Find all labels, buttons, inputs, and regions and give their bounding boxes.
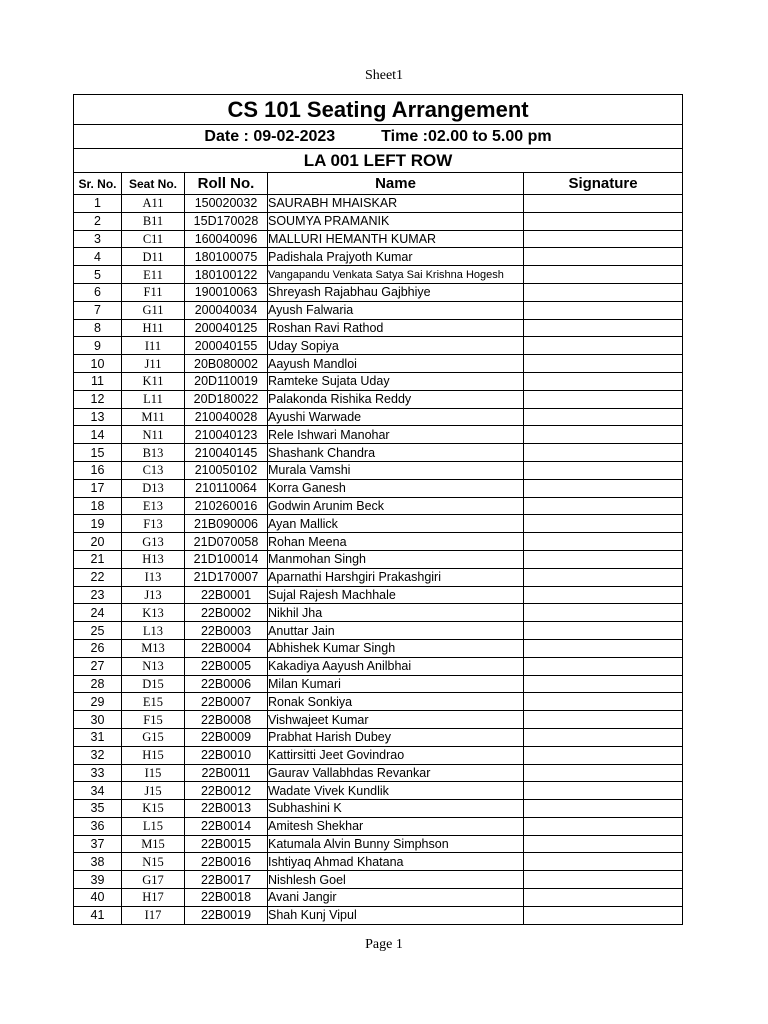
sr-no-cell: 13 <box>74 408 122 426</box>
seat-no-cell: E11 <box>122 266 185 284</box>
seat-no-cell: N15 <box>122 853 185 871</box>
signature-cell <box>524 835 683 853</box>
sr-no-cell: 30 <box>74 711 122 729</box>
signature-cell <box>524 622 683 640</box>
seat-no-cell: E15 <box>122 693 185 711</box>
roll-no-cell: 22B0002 <box>185 604 268 622</box>
signature-cell <box>524 230 683 248</box>
page-number: Page 1 <box>365 937 403 952</box>
signature-cell <box>524 764 683 782</box>
name-cell: Katumala Alvin Bunny Simphson <box>268 835 524 853</box>
seat-no-cell: G11 <box>122 301 185 319</box>
roll-no-cell: 22B0001 <box>185 586 268 604</box>
name-cell: Shashank Chandra <box>268 444 524 462</box>
sr-no-cell: 8 <box>74 319 122 337</box>
seat-no-cell: A11 <box>122 195 185 213</box>
seat-no-cell: L13 <box>122 622 185 640</box>
table-row <box>74 871 683 889</box>
sr-no-cell: 25 <box>74 622 122 640</box>
roll-no-cell: 210050102 <box>185 461 268 479</box>
table-row <box>74 248 683 266</box>
signature-cell <box>524 871 683 889</box>
sr-no-cell: 14 <box>74 426 122 444</box>
seat-no-cell: D11 <box>122 248 185 266</box>
name-cell: Anuttar Jain <box>268 622 524 640</box>
roll-no-cell: 22B0009 <box>185 728 268 746</box>
signature-cell <box>524 817 683 835</box>
roll-no-cell: 22B0018 <box>185 889 268 907</box>
roll-no-cell: 22B0004 <box>185 639 268 657</box>
sr-no-cell: 34 <box>74 782 122 800</box>
col-header-sr-no: Sr. No. <box>74 173 122 195</box>
table-row <box>74 337 683 355</box>
table-row <box>74 533 683 551</box>
sr-no-cell: 21 <box>74 550 122 568</box>
seat-no-cell: J13 <box>122 586 185 604</box>
table-row <box>74 283 683 301</box>
seat-no-cell: N13 <box>122 657 185 675</box>
table-row <box>74 372 683 390</box>
sr-no-cell: 36 <box>74 817 122 835</box>
roll-no-cell: 21D070058 <box>185 533 268 551</box>
seat-no-cell: I11 <box>122 337 185 355</box>
signature-cell <box>524 728 683 746</box>
table-row <box>74 728 683 746</box>
seat-no-cell: F13 <box>122 515 185 533</box>
sr-no-cell: 6 <box>74 283 122 301</box>
roll-no-cell: 22B0007 <box>185 693 268 711</box>
sr-no-cell: 15 <box>74 444 122 462</box>
roll-no-cell: 180100075 <box>185 248 268 266</box>
seat-no-cell: H13 <box>122 550 185 568</box>
roll-no-cell: 22B0003 <box>185 622 268 640</box>
seat-no-cell: G13 <box>122 533 185 551</box>
sr-no-cell: 41 <box>74 906 122 924</box>
table-row <box>74 622 683 640</box>
name-cell: Roshan Ravi Rathod <box>268 319 524 337</box>
sr-no-cell: 1 <box>74 195 122 213</box>
roll-no-cell: 22B0008 <box>185 711 268 729</box>
roll-no-cell: 22B0014 <box>185 817 268 835</box>
seat-no-cell: J15 <box>122 782 185 800</box>
sr-no-cell: 23 <box>74 586 122 604</box>
table-row <box>74 711 683 729</box>
sr-no-cell: 2 <box>74 212 122 230</box>
name-cell: Abhishek Kumar Singh <box>268 639 524 657</box>
table-row <box>74 408 683 426</box>
name-cell: Uday Sopiya <box>268 337 524 355</box>
table-row <box>74 355 683 373</box>
seat-no-cell: I15 <box>122 764 185 782</box>
signature-cell <box>524 390 683 408</box>
roll-no-cell: 22B0005 <box>185 657 268 675</box>
roll-no-cell: 20D110019 <box>185 372 268 390</box>
sr-no-cell: 17 <box>74 479 122 497</box>
sr-no-cell: 5 <box>74 266 122 284</box>
sr-no-cell: 11 <box>74 372 122 390</box>
sr-no-cell: 37 <box>74 835 122 853</box>
signature-cell <box>524 889 683 907</box>
name-cell: Ramteke Sujata Uday <box>268 372 524 390</box>
seat-no-cell: I13 <box>122 568 185 586</box>
name-cell: Wadate Vivek Kundlik <box>268 782 524 800</box>
table-row <box>74 266 683 284</box>
seat-no-cell: G15 <box>122 728 185 746</box>
roll-no-cell: 15D170028 <box>185 212 268 230</box>
exam-date: Date : 09-02-2023 <box>204 127 336 145</box>
name-cell: Godwin Arunim Beck <box>268 497 524 515</box>
roll-no-cell: 210260016 <box>185 497 268 515</box>
name-cell: Milan Kumari <box>268 675 524 693</box>
seat-no-cell: D13 <box>122 479 185 497</box>
table-row <box>74 906 683 924</box>
name-cell: SAURABH MHAISKAR <box>268 195 524 213</box>
seat-no-cell: M15 <box>122 835 185 853</box>
seat-no-cell: M13 <box>122 639 185 657</box>
seat-no-cell: H17 <box>122 889 185 907</box>
name-cell: Kakadiya Aayush Anilbhai <box>268 657 524 675</box>
seat-no-cell: N11 <box>122 426 185 444</box>
sr-no-cell: 29 <box>74 693 122 711</box>
table-row <box>74 319 683 337</box>
table-row <box>74 657 683 675</box>
sr-no-cell: 39 <box>74 871 122 889</box>
roll-no-cell: 21D170007 <box>185 568 268 586</box>
name-cell: Ayan Mallick <box>268 515 524 533</box>
roll-no-cell: 210040028 <box>185 408 268 426</box>
signature-cell <box>524 479 683 497</box>
table-row <box>74 497 683 515</box>
sr-no-cell: 4 <box>74 248 122 266</box>
table-row <box>74 515 683 533</box>
table-row <box>74 195 683 213</box>
sr-no-cell: 9 <box>74 337 122 355</box>
seat-no-cell: F15 <box>122 711 185 729</box>
table-row <box>74 301 683 319</box>
signature-cell <box>524 319 683 337</box>
signature-cell <box>524 853 683 871</box>
sr-no-cell: 28 <box>74 675 122 693</box>
sr-no-cell: 35 <box>74 800 122 818</box>
sr-no-cell: 32 <box>74 746 122 764</box>
signature-cell <box>524 372 683 390</box>
roll-no-cell: 150020032 <box>185 195 268 213</box>
table-row <box>74 604 683 622</box>
sr-no-cell: 31 <box>74 728 122 746</box>
seat-no-cell: D15 <box>122 675 185 693</box>
signature-cell <box>524 283 683 301</box>
sr-no-cell: 40 <box>74 889 122 907</box>
seat-no-cell: K11 <box>122 372 185 390</box>
roll-no-cell: 22B0010 <box>185 746 268 764</box>
name-cell: MALLURI HEMANTH KUMAR <box>268 230 524 248</box>
signature-cell <box>524 800 683 818</box>
name-cell: Prabhat Harish Dubey <box>268 728 524 746</box>
sr-no-cell: 10 <box>74 355 122 373</box>
seat-no-cell: F11 <box>122 283 185 301</box>
seat-no-cell: E13 <box>122 497 185 515</box>
name-cell: Amitesh Shekhar <box>268 817 524 835</box>
signature-cell <box>524 337 683 355</box>
roll-no-cell: 20D180022 <box>185 390 268 408</box>
name-cell: Shreyash Rajabhau Gajbhiye <box>268 283 524 301</box>
seat-no-cell: C13 <box>122 461 185 479</box>
roll-no-cell: 22B0006 <box>185 675 268 693</box>
roll-no-cell: 160040096 <box>185 230 268 248</box>
seat-no-cell: H15 <box>122 746 185 764</box>
name-cell: Shah Kunj Vipul <box>268 906 524 924</box>
signature-cell <box>524 444 683 462</box>
table-row <box>74 800 683 818</box>
col-header-name: Name <box>268 173 524 195</box>
signature-cell <box>524 355 683 373</box>
table-row <box>74 764 683 782</box>
signature-cell <box>524 657 683 675</box>
signature-cell <box>524 746 683 764</box>
name-cell: Murala Vamshi <box>268 461 524 479</box>
roll-no-cell: 22B0019 <box>185 906 268 924</box>
seat-no-cell: K15 <box>122 800 185 818</box>
roll-no-cell: 190010063 <box>185 283 268 301</box>
roll-no-cell: 200040125 <box>185 319 268 337</box>
roll-no-cell: 210040145 <box>185 444 268 462</box>
room-label: LA 001 LEFT ROW <box>74 149 683 173</box>
signature-cell <box>524 195 683 213</box>
signature-cell <box>524 711 683 729</box>
signature-cell <box>524 906 683 924</box>
sr-no-cell: 27 <box>74 657 122 675</box>
exam-time: Time :02.00 to 5.00 pm <box>381 127 552 145</box>
name-cell: Palakonda Rishika Reddy <box>268 390 524 408</box>
table-row <box>74 835 683 853</box>
signature-cell <box>524 639 683 657</box>
roll-no-cell: 21B090006 <box>185 515 268 533</box>
roll-no-cell: 22B0013 <box>185 800 268 818</box>
seat-no-cell: L11 <box>122 390 185 408</box>
date-time-cell <box>74 125 683 149</box>
signature-cell <box>524 266 683 284</box>
sr-no-cell: 7 <box>74 301 122 319</box>
table-row <box>74 746 683 764</box>
seat-no-cell: M11 <box>122 408 185 426</box>
signature-cell <box>524 301 683 319</box>
roll-no-cell: 210110064 <box>185 479 268 497</box>
name-cell: Nikhil Jha <box>268 604 524 622</box>
col-header-signature: Signature <box>524 173 683 195</box>
table-row <box>74 853 683 871</box>
name-cell: Ronak Sonkiya <box>268 693 524 711</box>
signature-cell <box>524 426 683 444</box>
table-row <box>74 568 683 586</box>
signature-cell <box>524 533 683 551</box>
signature-cell <box>524 675 683 693</box>
roll-no-cell: 22B0017 <box>185 871 268 889</box>
name-cell: Nishlesh Goel <box>268 871 524 889</box>
name-cell: Vishwajeet Kumar <box>268 711 524 729</box>
seat-no-cell: K13 <box>122 604 185 622</box>
signature-cell <box>524 408 683 426</box>
signature-cell <box>524 586 683 604</box>
name-cell: Sujal Rajesh Machhale <box>268 586 524 604</box>
table-row <box>74 693 683 711</box>
name-cell: Gaurav Vallabhdas Revankar <box>268 764 524 782</box>
document-title: CS 101 Seating Arrangement <box>74 95 683 125</box>
name-cell: Rohan Meena <box>268 533 524 551</box>
signature-cell <box>524 461 683 479</box>
sr-no-cell: 38 <box>74 853 122 871</box>
signature-cell <box>524 604 683 622</box>
name-cell: Aayush Mandloi <box>268 355 524 373</box>
roll-no-cell: 20B080002 <box>185 355 268 373</box>
signature-cell <box>524 515 683 533</box>
name-cell: Rele Ishwari Manohar <box>268 426 524 444</box>
name-cell: Vangapandu Venkata Satya Sai Krishna Hogesh <box>268 266 524 284</box>
name-cell: Ayush Falwaria <box>268 301 524 319</box>
roll-no-cell: 200040155 <box>185 337 268 355</box>
name-cell: Subhashini K <box>268 800 524 818</box>
sr-no-cell: 16 <box>74 461 122 479</box>
sr-no-cell: 19 <box>74 515 122 533</box>
roll-no-cell: 21D100014 <box>185 550 268 568</box>
sr-no-cell: 26 <box>74 639 122 657</box>
sr-no-cell: 18 <box>74 497 122 515</box>
student-rows <box>74 195 683 925</box>
signature-cell <box>524 212 683 230</box>
roll-no-cell: 22B0015 <box>185 835 268 853</box>
roll-no-cell: 22B0016 <box>185 853 268 871</box>
table-row <box>74 639 683 657</box>
name-cell: Ayushi Warwade <box>268 408 524 426</box>
name-cell: SOUMYA PRAMANIK <box>268 212 524 230</box>
table-row <box>74 889 683 907</box>
seat-no-cell: C11 <box>122 230 185 248</box>
sr-no-cell: 22 <box>74 568 122 586</box>
col-header-seat-no: Seat No. <box>122 173 185 195</box>
table-row <box>74 230 683 248</box>
seat-no-cell: L15 <box>122 817 185 835</box>
roll-no-cell: 210040123 <box>185 426 268 444</box>
seat-no-cell: H11 <box>122 319 185 337</box>
name-cell: Padishala Prajyoth Kumar <box>268 248 524 266</box>
table-row <box>74 817 683 835</box>
signature-cell <box>524 782 683 800</box>
roll-no-cell: 22B0011 <box>185 764 268 782</box>
sr-no-cell: 33 <box>74 764 122 782</box>
signature-cell <box>524 693 683 711</box>
table-row <box>74 550 683 568</box>
table-row <box>74 390 683 408</box>
table-row <box>74 586 683 604</box>
name-cell: Kattirsitti Jeet Govindrao <box>268 746 524 764</box>
signature-cell <box>524 568 683 586</box>
roll-no-cell: 180100122 <box>185 266 268 284</box>
sr-no-cell: 20 <box>74 533 122 551</box>
table-row <box>74 675 683 693</box>
table-row <box>74 212 683 230</box>
seat-no-cell: B11 <box>122 212 185 230</box>
name-cell: Avani Jangir <box>268 889 524 907</box>
table-row <box>74 426 683 444</box>
signature-cell <box>524 550 683 568</box>
sheet-name: Sheet1 <box>364 68 404 83</box>
table-row <box>74 461 683 479</box>
col-header-roll-no: Roll No. <box>185 173 268 195</box>
roll-no-cell: 22B0012 <box>185 782 268 800</box>
table-row <box>74 479 683 497</box>
table-row <box>74 444 683 462</box>
seat-no-cell: J11 <box>122 355 185 373</box>
seating-table <box>73 94 683 925</box>
name-cell: Ishtiyaq Ahmad Khatana <box>268 853 524 871</box>
signature-cell <box>524 497 683 515</box>
seat-no-cell: B13 <box>122 444 185 462</box>
sr-no-cell: 3 <box>74 230 122 248</box>
table-row <box>74 782 683 800</box>
name-cell: Aparnathi Harshgiri Prakashgiri <box>268 568 524 586</box>
sr-no-cell: 12 <box>74 390 122 408</box>
sr-no-cell: 24 <box>74 604 122 622</box>
name-cell: Korra Ganesh <box>268 479 524 497</box>
seat-no-cell: G17 <box>122 871 185 889</box>
seat-no-cell: I17 <box>122 906 185 924</box>
signature-cell <box>524 248 683 266</box>
roll-no-cell: 200040034 <box>185 301 268 319</box>
name-cell: Manmohan Singh <box>268 550 524 568</box>
